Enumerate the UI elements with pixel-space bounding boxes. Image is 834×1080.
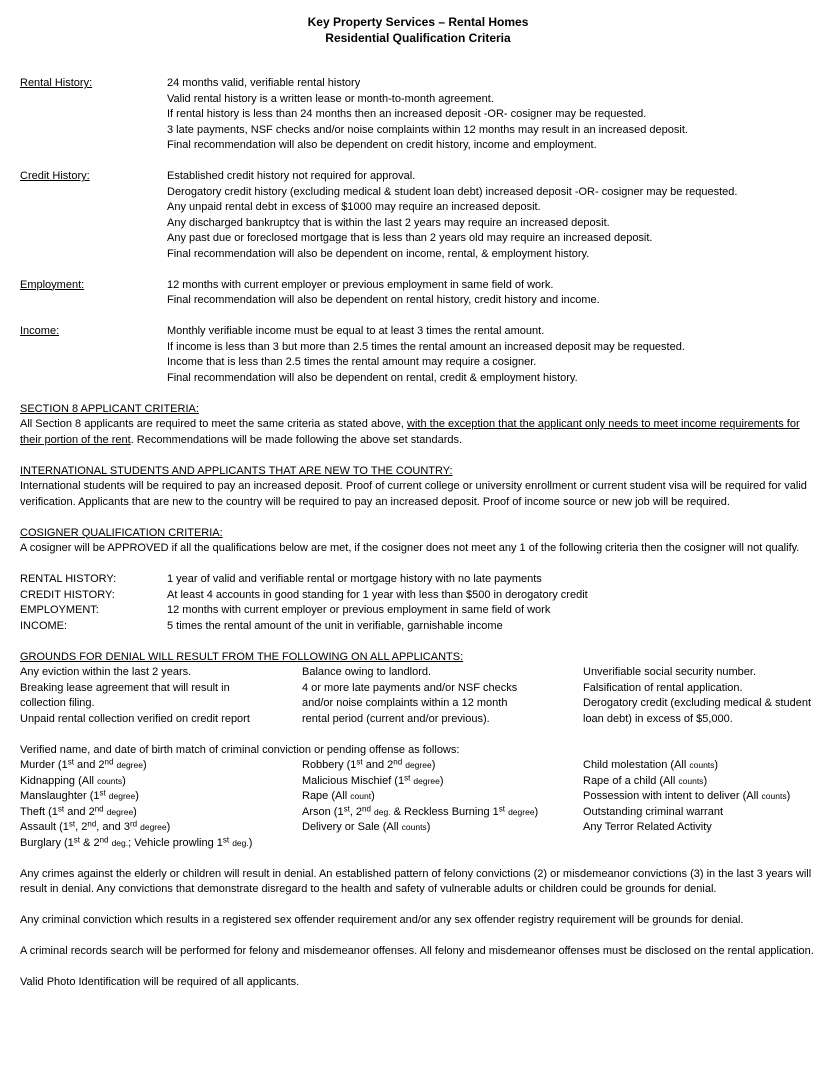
denial-item: and/or noise complaints within a 12 month <box>302 697 508 709</box>
section-label-rental-history: Rental History: <box>20 77 93 89</box>
criteria-line: If rental history is less than 24 months then an increased deposit -OR- cosigner may be requested. <box>167 108 647 120</box>
offense-item: Robbery (1st and 2nd degree) <box>302 757 436 771</box>
offense-item: Delivery or Sale (All counts) <box>302 821 431 833</box>
closing-paragraph-records-search: A criminal records search will be performed for felony and misdemeanor offenses. All felony and misdemeanor offenses must be disclosed on the rental application. <box>20 945 814 957</box>
section-8-paragraph <box>20 417 816 448</box>
criteria-line: Final recommendation will also be dependent on credit history, income and employment. <box>167 139 597 151</box>
criteria-line: Any past due or foreclosed mortgage that is less than 2 years old may require an increased deposit. <box>167 232 653 244</box>
offense-item: Malicious Mischief (1st degree) <box>302 773 444 787</box>
denial-item: 4 or more late payments and/or NSF checks <box>302 681 518 694</box>
criteria-line: If income is less than 3 but more than 2.5 times the rental amount an increased deposit may be requested. <box>167 340 685 353</box>
closing-paragraph-crimes-elderly: Any crimes against the elderly or children will result in denial. An established pattern of felony convictions (2) or misdemeanor convictions (3) in the last 3 years will result in denial. Any convictions that demonstrate disregard to the health and safety of vulnerable adults or children could be grounds for denial. <box>20 867 812 895</box>
section-income <box>20 324 816 386</box>
section-cosigner-criteria <box>20 526 816 635</box>
cosigner-row-label: INCOME: <box>20 619 68 632</box>
section-label-credit-history: Credit History: <box>20 170 90 182</box>
offense-item: Assault (1st, 2nd, and 3rd degree) <box>20 819 171 833</box>
closing-paragraph-sex-offender: Any criminal conviction which results in a registered sex offender requirement and/or any sex offender registry requirement will be grounds for denial. <box>20 914 744 926</box>
offense-item: Possession with intent to deliver (All counts) <box>583 790 791 802</box>
section-8-criteria <box>20 402 816 449</box>
cosigner-intro: A cosigner will be APPROVED if all the qualifications below are met, if the cosigner does not meet any 1 of the following criteria then the cosigner will not qualify. <box>20 542 800 554</box>
offense-item: Any Terror Related Activity <box>583 821 712 833</box>
offense-item: Arson (1st, 2nd deg. & Reckless Burning 1st degree) <box>302 804 539 818</box>
section-lines <box>167 76 816 154</box>
section-label-employment: Employment: <box>20 278 85 291</box>
cosigner-requirements <box>20 572 816 634</box>
criteria-line: Final recommendation will also be dependent on rental, credit & employment history. <box>167 371 578 384</box>
denial-item: collection filing. <box>20 697 95 709</box>
section-employment <box>20 278 816 309</box>
offenses-columns <box>20 758 816 851</box>
denial-column-3 <box>583 665 816 727</box>
offense-item: Child molestation (All counts) <box>583 759 719 771</box>
denial-item: Unpaid rental collection verified on credit report <box>20 712 250 725</box>
criteria-line: Final recommendation will also be dependent on rental history, credit history and income. <box>167 294 600 306</box>
international-paragraph: International students will be required to pay an increased deposit. Proof of current college or university enrollment or current student visa will be required for valid verification. Applicants that are new to the country will be required to pay an increased deposit. Proof of income source or new job will be required. <box>20 480 807 508</box>
criteria-line: Valid rental history is a written lease or month-to-month agreement. <box>167 92 494 105</box>
criteria-line: 24 months valid, verifiable rental history <box>167 77 361 89</box>
title-line-1: Key Property Services – Rental Homes <box>307 15 529 29</box>
denial-item: loan debt) in excess of $5,000. <box>583 712 733 725</box>
denial-column-2 <box>302 665 583 727</box>
cosigner-row-label: EMPLOYMENT: <box>20 604 99 616</box>
denial-column-1 <box>20 665 302 727</box>
cosigner-row-employment <box>20 603 816 619</box>
section-8-text-before: All Section 8 applicants are required to meet the same criteria as stated above, <box>20 418 408 430</box>
document-title <box>20 14 816 46</box>
offense-item: Burglary (1st & 2nd deg.; Vehicle prowling 1st deg.) <box>20 835 253 849</box>
offenses-column-3 <box>583 758 816 851</box>
closing-paragraph-photo-id: Valid Photo Identification will be required of all applicants. <box>20 976 300 988</box>
criteria-line: 12 months with current employer or previous employment in same field of work. <box>167 278 554 291</box>
section-grounds-for-denial <box>20 650 816 728</box>
denial-item: Unverifiable social security number. <box>583 666 757 678</box>
offense-item: Murder (1st and 2nd degree) <box>20 757 147 771</box>
offenses-column-1 <box>20 758 302 851</box>
offenses-intro: Verified name, and date of birth match of criminal conviction or pending offense as follows: <box>20 743 460 756</box>
cosigner-row-label: CREDIT HISTORY: <box>20 588 115 601</box>
cosigner-row-value: At least 4 accounts in good standing for 1 year with less than $500 in derogatory credit <box>167 588 588 601</box>
cosigner-row-value: 5 times the rental amount of the unit in verifiable, garnishable income <box>167 619 503 632</box>
title-line-2: Residential Qualification Criteria <box>325 31 511 45</box>
section-lines <box>167 278 816 309</box>
offense-item: Kidnapping (All counts) <box>20 774 126 787</box>
cosigner-row-credit <box>20 588 816 604</box>
offenses-column-2 <box>302 758 583 851</box>
cosigner-row-income <box>20 619 816 635</box>
denial-columns <box>20 665 816 727</box>
denial-item: Falsification of rental application. <box>583 681 743 694</box>
criteria-line: 3 late payments, NSF checks and/or noise complaints within 12 months may result in an increased deposit. <box>167 123 688 136</box>
cosigner-heading: COSIGNER QUALIFICATION CRITERIA: <box>20 526 223 539</box>
criteria-line: Established credit history not required for approval. <box>167 170 416 182</box>
section-international-students <box>20 464 816 511</box>
international-heading: INTERNATIONAL STUDENTS AND APPLICANTS THAT ARE NEW TO THE COUNTRY: <box>20 464 453 477</box>
criteria-line: Any discharged bankruptcy that is within the last 2 years may require an increased deposit. <box>167 216 610 229</box>
cosigner-row-rental <box>20 572 816 588</box>
section-lines <box>167 324 816 386</box>
criteria-line: Derogatory credit history (excluding medical & student loan debt) increased deposit -OR- cosigner may be requested. <box>167 185 738 198</box>
section-8-text-after: . Recommendations will be made following the above set standards. <box>130 433 463 446</box>
criteria-line: Any unpaid rental debt in excess of $1000 may require an increased deposit. <box>167 201 541 213</box>
criteria-line: Monthly verifiable income must be equal to at least 3 times the rental amount. <box>167 325 545 337</box>
section-credit-history <box>20 169 816 262</box>
section-8-underlined-text: with the exception that the applicant only needs to meet income requirements for their portion of the rent <box>20 418 800 446</box>
section-8-heading: SECTION 8 APPLICANT CRITERIA: <box>20 402 199 415</box>
criteria-line: Final recommendation will also be dependent on income, rental, & employment history. <box>167 247 590 260</box>
offense-item: Theft (1st and 2nd degree) <box>20 804 137 818</box>
section-criminal-offenses <box>20 743 816 852</box>
offense-item: Rape of a child (All counts) <box>583 774 708 787</box>
offense-item: Manslaughter (1st degree) <box>20 788 139 802</box>
denial-item: Balance owing to landlord. <box>302 666 432 678</box>
section-lines <box>167 169 816 262</box>
section-rental-history <box>20 76 816 154</box>
denial-item: Breaking lease agreement that will result in <box>20 681 230 694</box>
cosigner-row-value: 1 year of valid and verifiable rental or mortgage history with no late payments <box>167 573 542 585</box>
denial-heading: GROUNDS FOR DENIAL WILL RESULT FROM THE FOLLOWING ON ALL APPLICANTS: <box>20 650 464 663</box>
criteria-line: Income that is less than 2.5 times the rental amount may require a cosigner. <box>167 356 537 368</box>
section-label-income: Income: <box>20 325 60 337</box>
cosigner-row-value: 12 months with current employer or previous employment in same field of work <box>167 604 551 616</box>
denial-item: rental period (current and/or previous). <box>302 712 490 725</box>
offense-item: Rape (All count) <box>302 790 375 802</box>
cosigner-row-label: RENTAL HISTORY: <box>20 573 117 585</box>
denial-item: Any eviction within the last 2 years. <box>20 666 192 678</box>
denial-item: Derogatory credit (excluding medical & student <box>583 697 812 709</box>
offense-item: Outstanding criminal warrant <box>583 805 724 818</box>
